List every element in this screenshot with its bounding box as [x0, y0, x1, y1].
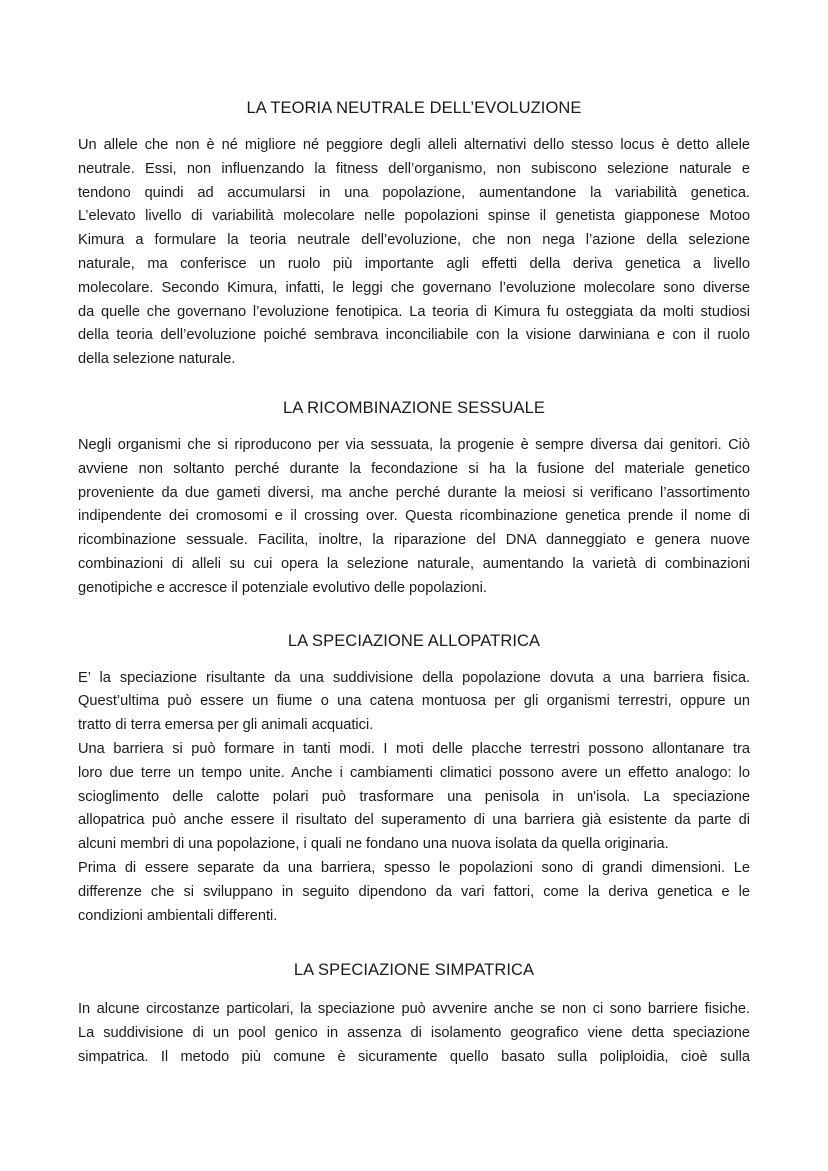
text-line: genotipiche e accresce il potenziale evolutivo delle popolazioni. — [78, 579, 487, 596]
section-title-teoria-neutrale: LA TEORIA NEUTRALE DELL’EVOLUZIONE — [246, 99, 582, 117]
text-line: naturale, ma conferisce un ruolo più importante agli effetti della deriva genetica a livello — [78, 255, 750, 272]
text-line: L’elevato livello di variabilità molecolare nelle popolazioni spinse il genetista giapponese Motoo — [78, 208, 750, 225]
text-line: In alcune circostanze particolari, la speciazione può avvenire anche se non ci sono barriere fisiche. — [78, 1001, 750, 1018]
text-line: simpatrica. Il metodo più comune è sicuramente quello basato sulla poliploidia, cioè sulla — [78, 1048, 750, 1065]
paragraph-speciazione-simpatrica — [78, 998, 750, 1069]
text-line: Negli organismi che si riproducono per via sessuata, la progenie è sempre diversa dai genitori. Ciò — [78, 436, 750, 453]
paragraph-teoria-neutrale — [78, 134, 750, 372]
text-line: alcuni membri di una popolazione, i quali ne fondano una nuova isolata da quella originaria. — [78, 836, 669, 853]
text-line: neutrale. Essi, non influenzando la fitness dell’organismo, non subiscono selezione naturale e — [78, 160, 750, 177]
text-line: Una barriera si può formare in tanti modi. I moti delle placche terrestri possono allontanare tra — [78, 740, 750, 757]
text-line: molecolare. Secondo Kimura, infatti, le leggi che governano l’evoluzione molecolare sono diverse — [78, 279, 750, 296]
text-line: Kimura a formulare la teoria neutrale dell’evoluzione, che non nega l’azione della selezione — [78, 232, 750, 249]
section-title-speciazione-simpatrica: LA SPECIAZIONE SIMPATRICA — [293, 961, 535, 980]
text-line: tendono quindi ad accumularsi in una popolazione, aumentandone la variabilità genetica. — [78, 184, 750, 201]
text-line: La suddivisione di un pool genico in assenza di isolamento geografico viene detta speciazione — [78, 1025, 750, 1042]
text-line: differenze che si sviluppano in seguito dipendono da vari fattori, come la deriva genetica e le — [78, 883, 750, 900]
paragraph-ricombinazione-sessuale — [78, 434, 750, 601]
section-title-ricombinazione-sessuale: LA RICOMBINAZIONE SESSUALE — [282, 398, 546, 417]
text-line: ricombinazione sessuale. Facilita, inoltre, la riparazione del DNA danneggiato e genera nuove — [78, 532, 750, 549]
text-line: Un allele che non è né migliore né peggiore degli alleli alternativi dello stesso locus è detto allele — [78, 137, 750, 153]
text-line: della teoria dell’evoluzione poiché sembrava inconciliabile con la visione darwiniana e con il ruolo — [78, 327, 750, 344]
text-line: condizioni ambientali differenti. — [78, 907, 278, 924]
text-line: E’ la speciazione risultante da una suddivisione della popolazione dovuta a una barriera fisica. — [78, 669, 750, 686]
text-line: allopatrica può anche essere il risultato del superamento di una barriera già esistente da parte di — [78, 812, 750, 829]
paragraph-speciazione-allopatrica — [78, 667, 750, 929]
text-line: indipendente dei cromosomi e il crossing over. Questa ricombinazione genetica prende il nome di — [78, 508, 750, 525]
text-line: Prima di essere separate da una barriera, spesso le popolazioni sono di grandi dimensioni. Le — [78, 859, 750, 876]
section-title-speciazione-allopatrica: LA SPECIAZIONE ALLOPATRICA — [287, 631, 541, 650]
text-line: proveniente da due gameti diversi, ma anche perché durante la meiosi si verificano l’assortimento — [78, 484, 750, 501]
text-line: tratto di terra emersa per gli animali acquatici. — [78, 717, 374, 734]
text-line: della selezione naturale. — [78, 351, 236, 368]
text-line: da quelle che governano l’evoluzione fenotipica. La teoria di Kimura fu osteggiata da molti studiosi — [78, 303, 750, 320]
text-line: Quest’ultima può essere un fiume o una catena montuosa per gli organismi terrestri, oppure un — [78, 693, 750, 710]
text-line: avviene non soltanto perché durante la fecondazione si ha la fusione del materiale genetico — [78, 460, 750, 477]
text-line: combinazioni di alleli su cui opera la selezione naturale, aumentando la varietà di combinazioni — [78, 555, 750, 572]
text-line: loro due terre un tempo unite. Anche i cambiamenti climatici possono avere un effetto analogo: lo — [78, 764, 750, 781]
text-line: scioglimento delle calotte polari può trasformare una penisola in un'isola. La speciazione — [78, 788, 750, 805]
